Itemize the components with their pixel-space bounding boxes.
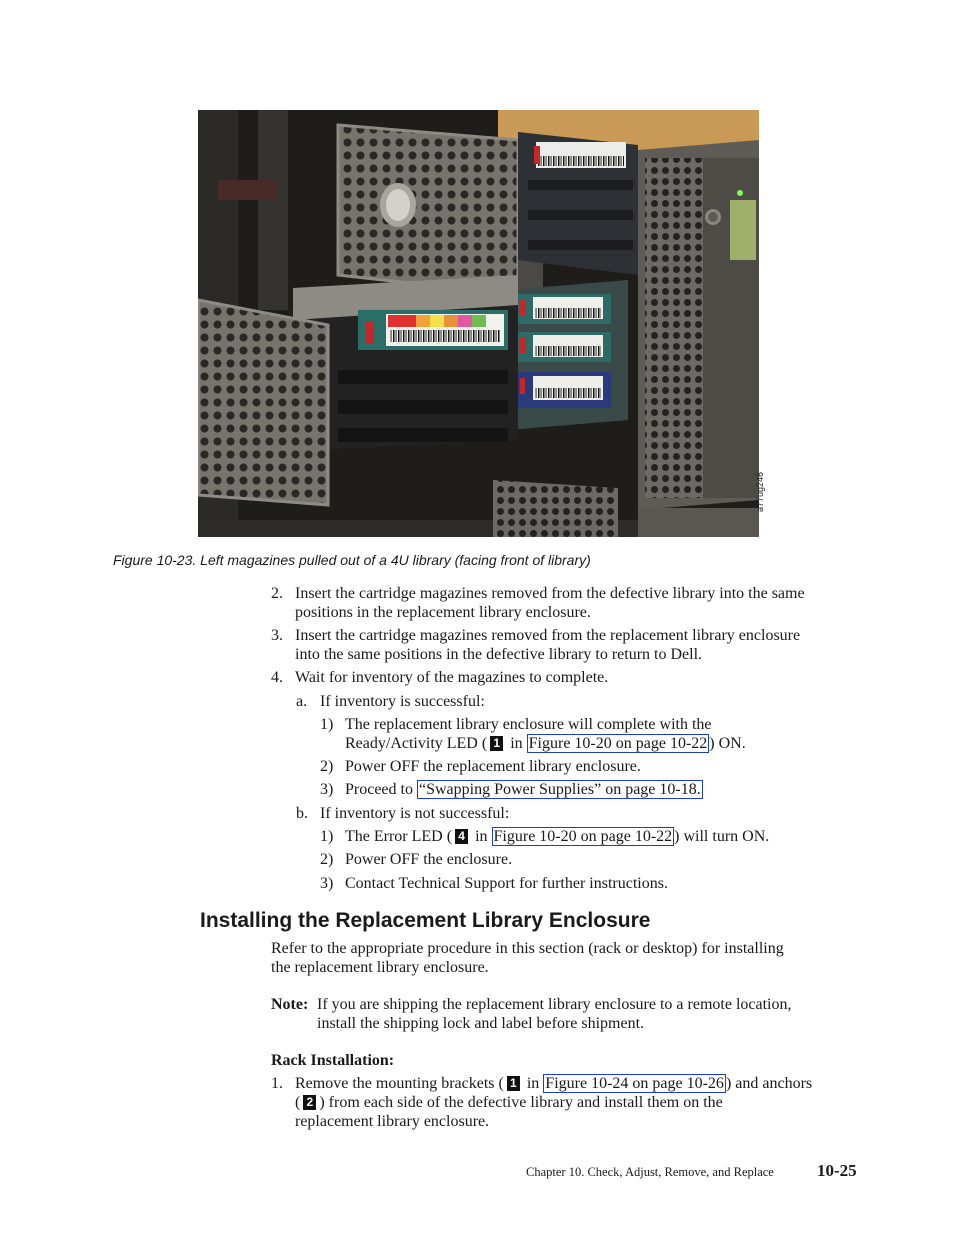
step-text: replacement library enclosure. (295, 1113, 490, 1130)
item-number: 3) (320, 875, 334, 892)
item-text: Contact Technical Support for further instructions. (345, 875, 668, 892)
step-number: 4. (271, 669, 283, 686)
step-number: 2. (271, 585, 283, 602)
section-link[interactable]: “Swapping Power Supplies” on page 10-18. (418, 781, 701, 798)
item-number: 1) (320, 828, 334, 845)
callout-badge: 1 (507, 1076, 520, 1091)
figure-link[interactable]: Figure 10-20 on page 10-22 (493, 828, 673, 845)
item-number: 2) (320, 851, 334, 868)
note-label: Note: (271, 996, 309, 1013)
section-intro: the replacement library enclosure. (271, 959, 489, 976)
item-number: 2) (320, 758, 334, 775)
callout-badge: 4 (455, 829, 468, 844)
step-text: Remove the mounting brackets ( (295, 1075, 504, 1092)
page-number: 10-25 (817, 1161, 857, 1180)
callout-badge: 2 (303, 1095, 316, 1110)
item-text: Power OFF the enclosure. (345, 851, 513, 868)
figure-link[interactable]: Figure 10-24 on page 10-26 (545, 1075, 724, 1092)
item-text-line (345, 827, 769, 846)
note-text: If you are shipping the replacement library enclosure to a remote location, (317, 996, 792, 1013)
step-text: ) and anchors (725, 1075, 813, 1092)
item-text: Ready/Activity LED ( (345, 735, 488, 752)
step-text: ) from each side of the defective library and install them on the (319, 1094, 723, 1111)
step-text: Insert the cartridge magazines removed from the replacement library enclosure (295, 627, 801, 644)
step-text: ( (295, 1094, 301, 1111)
item-text: The Error LED ( (345, 828, 453, 845)
item-text: Proceed to (345, 781, 417, 798)
item-text: The replacement library enclosure will complete with the (345, 716, 712, 733)
item-number: 1) (320, 716, 334, 733)
figure-image-id: a77ug246 (755, 471, 765, 512)
step-text: in (526, 1075, 540, 1092)
substep-text: If inventory is not successful: (320, 805, 510, 822)
step-text: into the same positions in the defective library to return to Dell. (295, 646, 703, 663)
substep-text: If inventory is successful: (320, 693, 485, 710)
figure-link[interactable]: Figure 10-20 on page 10-22 (528, 735, 708, 752)
step-number: 3. (271, 627, 283, 644)
item-text: in (475, 828, 488, 845)
figure-caption: Figure 10-23. Left magazines pulled out of a 4U library (facing front of library) (113, 552, 591, 568)
item-text: ) ON. (709, 735, 746, 752)
item-text: in (510, 735, 523, 752)
footer-chapter: Chapter 10. Check, Adjust, Remove, and Replace (526, 1165, 774, 1179)
item-text: ) will turn ON. (674, 828, 770, 845)
substep-label: b. (296, 805, 308, 822)
step-text-line (295, 1074, 812, 1093)
item-text-line (345, 780, 703, 799)
callout-badge: 1 (490, 736, 503, 751)
section-intro: Refer to the appropriate procedure in this section (rack or desktop) for installing (271, 940, 784, 957)
step-number: 1. (271, 1075, 283, 1092)
rack-installation-heading: Rack Installation: (271, 1052, 395, 1069)
substep-label: a. (296, 693, 308, 710)
item-number: 3) (320, 781, 334, 798)
note-text: install the shipping lock and label before shipment. (317, 1015, 645, 1032)
item-text: Power OFF the replacement library enclosure. (345, 758, 641, 775)
step-text: positions in the replacement library enclosure. (295, 604, 591, 621)
figure-photo (198, 110, 759, 537)
step-text: Wait for inventory of the magazines to complete. (295, 669, 609, 686)
step-text-line (295, 1093, 723, 1112)
item-text-line (345, 734, 746, 753)
step-text: Insert the cartridge magazines removed from the defective library into the same (295, 585, 805, 602)
section-heading: Installing the Replacement Library Enclosure (200, 909, 651, 932)
